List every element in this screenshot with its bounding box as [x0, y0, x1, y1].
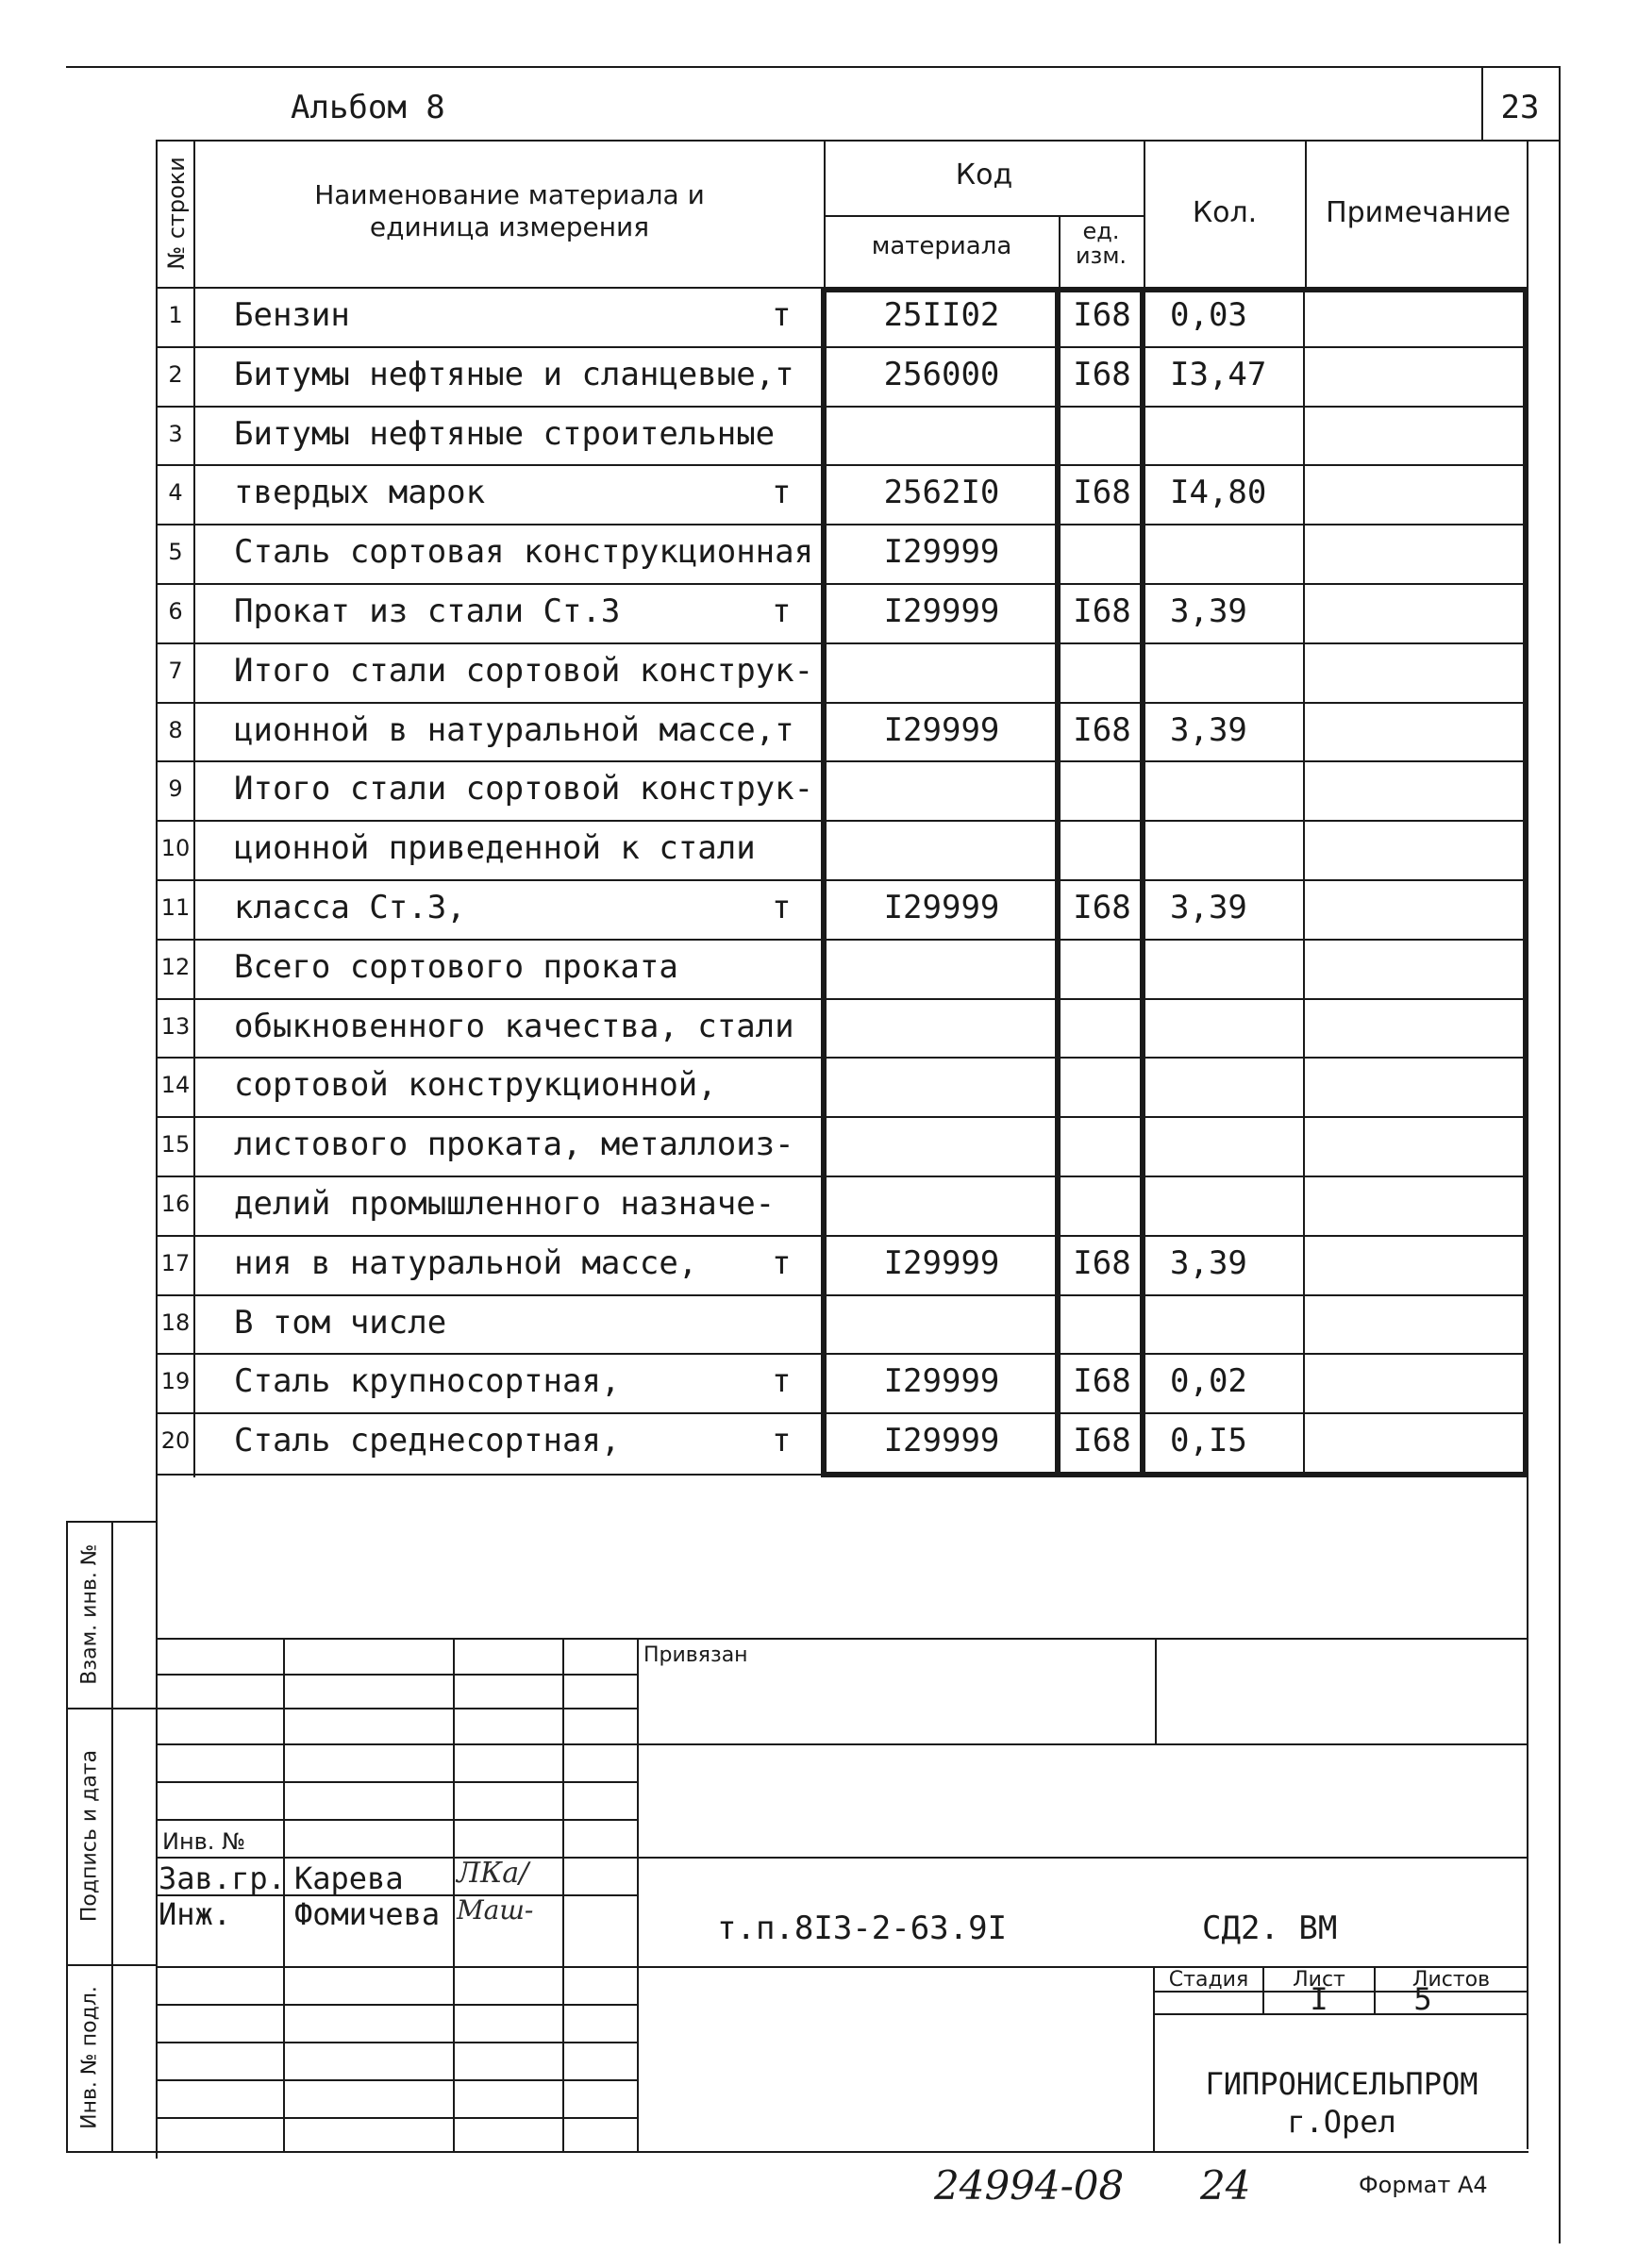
signature-1: ЛКа/ — [457, 1857, 529, 1890]
org-city: г.Орел — [1287, 2104, 1396, 2140]
designation-top — [637, 1857, 1528, 1859]
material-name: сортовой конструкционной, — [234, 1066, 717, 1105]
stamp-row-line — [156, 2117, 637, 2119]
unit-code: I68 — [1073, 1422, 1131, 1460]
row-divider — [156, 583, 1528, 585]
code-material-header: материала — [871, 232, 1012, 260]
material-code: I29999 — [883, 1362, 1000, 1401]
material-code: I29999 — [883, 889, 1000, 926]
unit-code: I68 — [1073, 355, 1131, 393]
handwritten-archive-number: 24994-08 — [934, 2162, 1125, 2209]
material-name: ционной приведенной к стали — [234, 829, 756, 868]
row-number: 19 — [160, 1368, 191, 1395]
sheets-value: 5 — [1413, 1981, 1432, 2017]
material-name: обыкновенного качества, стали — [234, 1007, 794, 1045]
material-name: Прокат из стали Ст.3 — [234, 592, 621, 630]
person-kareva: Карева — [294, 1860, 404, 1896]
quantity: 3,39 — [1170, 889, 1247, 926]
name-header: Наименование материала и единица измерения — [314, 179, 705, 242]
quantity: 3,39 — [1170, 1243, 1247, 1282]
signature-2: Маш- — [457, 1894, 534, 1926]
quantity: 3,39 — [1170, 710, 1247, 749]
row-divider — [156, 702, 1528, 704]
row-number: 12 — [160, 953, 191, 980]
sheets-label: Листов — [1411, 1968, 1491, 1992]
row-number: 7 — [168, 657, 183, 684]
sheet-code: СД2. ВМ — [1202, 1909, 1338, 1947]
handwritten-page-number: 24 — [1200, 2162, 1251, 2209]
material-name: делий промышленного назначе- — [234, 1185, 776, 1223]
material-name: твердых марок — [234, 474, 486, 512]
row-number: 18 — [160, 1309, 191, 1336]
quantity: 0,02 — [1170, 1362, 1247, 1401]
row-divider — [156, 939, 1528, 941]
privyazan-divider — [1155, 1638, 1157, 1743]
body-bottom-thick — [821, 1472, 1528, 1477]
rowno-col-line — [193, 140, 195, 1477]
person-fomicheva: Фомичева — [294, 1896, 441, 1932]
material-name: Битумы нефтяные и сланцевые,т — [234, 355, 794, 393]
unit-code: I68 — [1073, 1362, 1131, 1401]
unit-code: I68 — [1073, 296, 1131, 334]
album-title: Альбом 8 — [291, 89, 445, 126]
quantity: 3,39 — [1170, 592, 1247, 630]
material-unit: т — [772, 296, 792, 334]
material-name: Сталь среднесортная, — [234, 1422, 621, 1460]
material-unit: т — [772, 592, 792, 630]
row-divider — [156, 1235, 1528, 1237]
row-number: 5 — [168, 539, 183, 566]
unit-code: I68 — [1073, 1243, 1131, 1282]
stamp-top-line — [156, 1638, 1528, 1640]
stamp-row-line — [156, 1781, 637, 1783]
material-code: I29999 — [883, 533, 1000, 572]
row-number: 6 — [168, 598, 183, 625]
body-top-line — [156, 287, 821, 289]
code-unit-header: ед. изм. — [1075, 218, 1128, 269]
unit-code: I68 — [1073, 474, 1131, 512]
row-number: 20 — [160, 1427, 191, 1455]
stamp-row-line — [156, 1819, 637, 1821]
stamp-row-line — [156, 2004, 637, 2006]
row-number: 11 — [160, 894, 191, 921]
role-inzh: Инж. — [159, 1896, 232, 1932]
designation-code: т.п.8I3-2-63.9I — [717, 1909, 1008, 1947]
row-number: 8 — [168, 716, 183, 743]
unit-code: I68 — [1073, 710, 1131, 749]
material-name: В том числе — [234, 1303, 447, 1342]
sheet-value: I — [1310, 1981, 1328, 2017]
row-divider — [156, 1353, 1528, 1355]
row-divider — [156, 1412, 1528, 1414]
sheet-label: Лист — [1293, 1968, 1345, 1992]
stamp-row-line — [156, 1708, 637, 1709]
material-name: Бензин — [234, 296, 350, 334]
material-name: Битумы нефтяные строительные — [234, 414, 776, 453]
row-divider — [156, 879, 1528, 881]
material-code: 256000 — [883, 355, 1000, 393]
row-number: 9 — [168, 775, 183, 803]
stamp-row-line — [156, 1857, 637, 1859]
unit-code: I68 — [1073, 889, 1131, 926]
material-name: Сталь крупносортная, — [234, 1362, 621, 1401]
row-number: 14 — [160, 1072, 191, 1099]
stage-label: Стадия — [1168, 1968, 1249, 1992]
qty-header: Кол. — [1192, 196, 1258, 229]
page-number-right — [1559, 66, 1561, 142]
row-number: 15 — [160, 1131, 191, 1159]
row-number: 3 — [168, 420, 183, 447]
body-top-thick — [821, 287, 1528, 292]
material-code: I29999 — [883, 1243, 1000, 1282]
stamp-row-line — [156, 2042, 637, 2043]
format-label: Формат А4 — [1359, 2172, 1488, 2198]
material-name: листового проката, металлоиз- — [234, 1126, 794, 1164]
stamp-row-line — [156, 1966, 637, 1968]
bottom-border — [66, 2151, 1528, 2153]
material-name: класса Ст.3, — [234, 889, 466, 926]
stamp-row-line — [156, 1674, 637, 1676]
inv-no-label: Инв. № — [162, 1828, 246, 1855]
material-code: I29999 — [883, 710, 1000, 749]
row-divider — [156, 464, 1528, 466]
page-number-divider — [1481, 66, 1483, 142]
privyazan-label: Привязан — [643, 1643, 748, 1667]
row-divider — [156, 1176, 1528, 1177]
top-border — [66, 66, 1559, 68]
material-unit: т — [772, 1362, 792, 1401]
row-number: 17 — [160, 1249, 191, 1276]
row-divider — [156, 524, 1528, 525]
material-unit: т — [772, 1243, 792, 1282]
page-number: 23 — [1500, 89, 1540, 126]
material-name: Сталь сортовая конструкционная — [234, 533, 814, 572]
podpis-data-label: Подпись и дата — [77, 1749, 102, 1923]
material-name: Всего сортового проката — [234, 947, 678, 986]
side-strip-inner — [111, 1521, 113, 2153]
privyazan-bottom — [637, 1743, 1528, 1745]
row-number: 4 — [168, 479, 183, 507]
inv-podl-label: Инв. № подл. — [77, 1986, 102, 2129]
material-name: ционной в натуральной массе,т — [234, 710, 794, 749]
material-code: I29999 — [883, 1422, 1000, 1460]
row-divider — [156, 346, 1528, 348]
quantity: 0,I5 — [1170, 1422, 1247, 1460]
row-number: 10 — [160, 835, 191, 862]
material-name: Итого стали сортовой конструк- — [234, 651, 814, 690]
row-divider — [156, 1116, 1528, 1118]
row-number-header: № строки — [163, 157, 190, 270]
row-divider — [156, 642, 1528, 644]
row-divider — [156, 406, 1528, 408]
material-name: ния в натуральной массе, — [234, 1243, 698, 1282]
code-subheader-line — [824, 215, 1144, 217]
stamp-row-line — [156, 2079, 637, 2081]
row-divider — [156, 1057, 1528, 1059]
unit-code: I68 — [1073, 592, 1131, 630]
row-divider — [156, 760, 1528, 762]
quantity: I3,47 — [1170, 355, 1267, 393]
org-name: ГИПРОНИСЕЛЬПРОМ — [1205, 2066, 1478, 2102]
quantity: I4,80 — [1170, 474, 1267, 512]
row-divider — [156, 998, 1528, 1000]
left-frame — [156, 140, 158, 2159]
row-divider — [156, 820, 1528, 822]
material-unit: т — [772, 474, 792, 512]
row-number: 1 — [168, 302, 183, 328]
material-unit: т — [772, 1422, 792, 1460]
header-top-line — [156, 140, 1528, 142]
body-bottom-line — [156, 1474, 821, 1476]
material-code: I29999 — [883, 592, 1000, 630]
stamp-row-line — [156, 1743, 637, 1745]
row-number: 13 — [160, 1012, 191, 1040]
note-header: Примечание — [1326, 196, 1511, 229]
material-code: 25II02 — [883, 296, 1000, 334]
row-number: 2 — [168, 360, 183, 388]
material-name: Итого стали сортовой конструк- — [234, 770, 814, 809]
row-number: 16 — [160, 1191, 191, 1217]
right-outer-line — [1559, 140, 1561, 2243]
vzam-inv-label: Взам. инв. № — [77, 1543, 102, 1685]
material-unit: т — [772, 889, 792, 926]
code-header: Код — [955, 158, 1013, 192]
quantity: 0,03 — [1170, 296, 1247, 334]
role-zav-gr: Зав.гр. — [159, 1860, 286, 1896]
row-divider — [156, 1294, 1528, 1296]
material-code: 2562I0 — [883, 474, 1000, 512]
stamp-col4 — [637, 1638, 639, 2153]
